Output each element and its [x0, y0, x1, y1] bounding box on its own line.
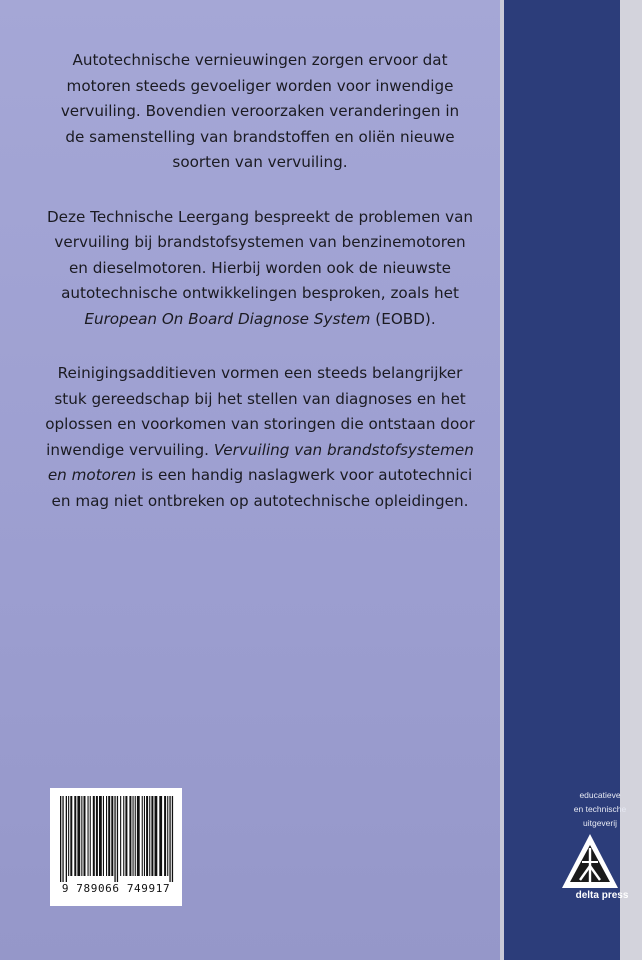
italic-text: Vervuiling van brandstofsystemen [213, 440, 474, 459]
text-run: vervuiling. Bovendien veroorzaken veranderingen in [60, 102, 460, 120]
barcode-bar [114, 796, 115, 882]
barcode-bar [167, 796, 168, 876]
blurb-line [40, 125, 480, 151]
barcode-bar [96, 796, 98, 876]
barcode-bar [99, 796, 102, 876]
barcode-bar [144, 796, 145, 876]
blurb-paragraph [40, 48, 480, 176]
barcode-bar [70, 796, 72, 876]
barcode-bar [108, 796, 110, 876]
barcode-bar [111, 796, 113, 876]
text-run: Deze Technische Leergang bespreekt de problemen van [46, 207, 474, 226]
barcode-bar [169, 796, 170, 882]
barcode-bar [84, 796, 86, 876]
publisher-tagline-line: uitgeverij [582, 818, 618, 828]
barcode-bar [90, 796, 91, 876]
text-run: Reinigingsadditieven vormen een steeds belangrijker [57, 364, 463, 382]
barcode-bar [149, 796, 150, 876]
barcode-bar [106, 796, 107, 876]
barcode-bar [164, 796, 166, 876]
delta-triangle-logo-icon [560, 832, 620, 890]
text-run: Autotechnische vernieuwingen zorgen ervoor dat [72, 51, 448, 69]
publisher-tagline [560, 788, 640, 830]
text-run: soorten van vervuiling. [172, 153, 348, 171]
blurb-paragraph [40, 361, 480, 514]
text-run: autotechnische ontwikkelingen besproken, zoals het [61, 284, 459, 302]
barcode-bar [123, 796, 124, 876]
blurb-line [40, 48, 480, 74]
blurb-line [40, 74, 480, 100]
text-run: motoren steeds gevoeliger worden voor inwendige [66, 76, 454, 95]
text-run: (EOBD). [370, 309, 436, 328]
text-run: stuk gereedschap bij het stellen van diagnoses en het [54, 389, 466, 408]
barcode-bar [151, 796, 153, 876]
blurb-line [40, 256, 480, 282]
text-run: is een handig naslagwerk voor autotechnici [136, 466, 473, 484]
blurb-line [40, 281, 480, 307]
barcode-bars [50, 788, 182, 884]
barcode-bar [155, 796, 158, 876]
blurb-line [40, 412, 480, 438]
barcode-bar [88, 796, 89, 876]
publisher-tagline-line: en technische [573, 804, 627, 814]
barcode-bar [66, 796, 67, 882]
publisher-name: delta press [575, 890, 629, 901]
barcode-bar [81, 796, 82, 876]
barcode-bar [60, 796, 61, 882]
barcode-bar [117, 796, 118, 882]
blurb-line [40, 361, 480, 387]
barcode-bar [125, 796, 127, 876]
barcode-bar [159, 796, 162, 876]
barcode-bar [146, 796, 148, 876]
barcode-bar [120, 796, 121, 876]
text-run: de samenstelling van brandstoffen en oliën nieuwe [65, 127, 455, 146]
italic-text: European On Board Diagnose System [84, 309, 371, 328]
barcode-bar [172, 796, 173, 882]
blurb-line [40, 438, 480, 464]
barcode [50, 788, 182, 906]
barcode-bar [62, 796, 63, 882]
text-run: en dieselmotoren. Hierbij worden ook de nieuwste [68, 258, 452, 277]
barcode-bar [103, 796, 104, 876]
text-run: en mag niet ontbreken op autotechnische opleidingen. [51, 491, 469, 510]
barcode-bar [135, 796, 136, 876]
blurb-line [40, 387, 480, 413]
barcode-bar [77, 796, 80, 876]
text-run: vervuiling bij brandstofsystemen van benzinemotoren [54, 233, 466, 251]
barcode-bar [74, 796, 76, 876]
barcode-bar [137, 796, 140, 876]
text-run: oplossen en voorkomen van storingen die ontstaan door [45, 415, 475, 433]
blurb-line [40, 230, 480, 256]
barcode-bar [129, 796, 131, 876]
blurb-line [40, 205, 480, 231]
italic-text: en motoren [47, 466, 137, 484]
blurb-line [40, 150, 480, 176]
blurb-line [40, 307, 480, 333]
barcode-bar [133, 796, 134, 876]
blurb-line [40, 463, 480, 489]
blurb-text [40, 48, 480, 543]
isbn-number: 9 789066 749917 [61, 882, 171, 895]
text-run: inwendige vervuiling. [46, 440, 214, 459]
barcode-bar [68, 796, 69, 876]
blurb-line [40, 99, 480, 125]
publisher-tagline-line: educatieve [579, 790, 621, 800]
blurb-line [40, 489, 480, 515]
barcode-bar [142, 796, 143, 876]
barcode-bar [93, 796, 95, 876]
blurb-paragraph [40, 205, 480, 333]
